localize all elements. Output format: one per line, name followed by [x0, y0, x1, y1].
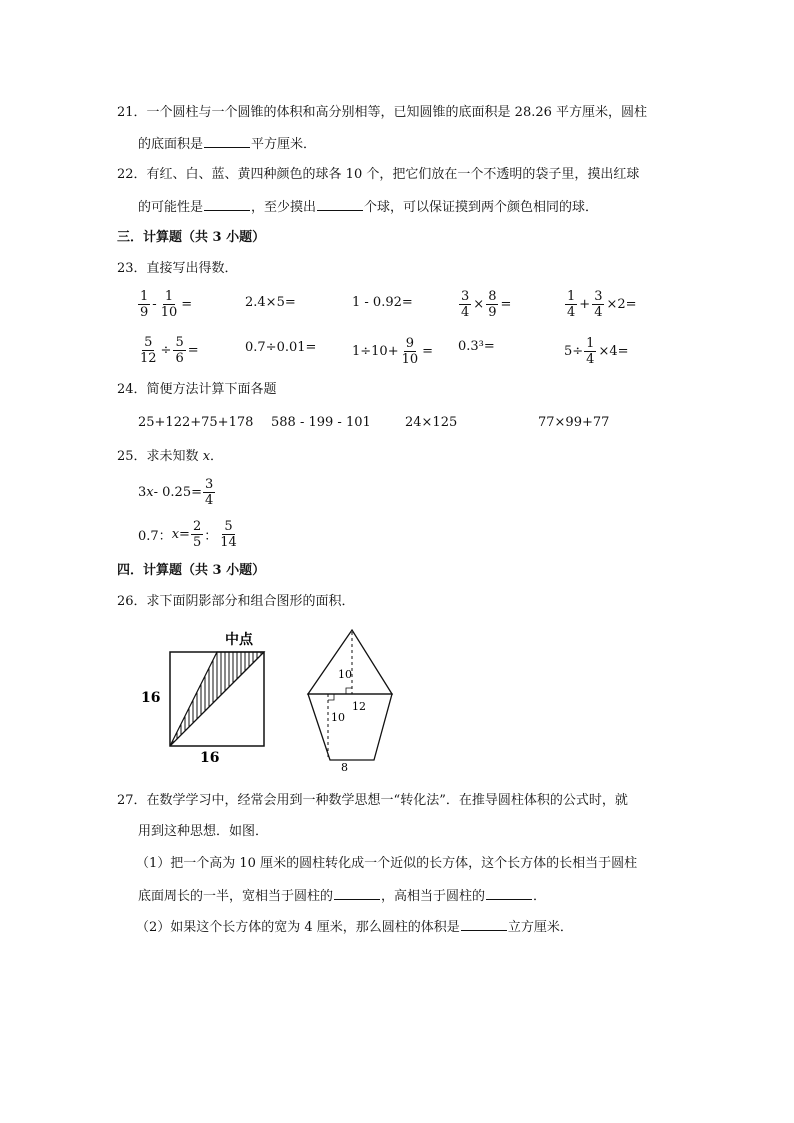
right-angle-mark [346, 688, 352, 694]
q25-title: 25．求未知数 x． [117, 449, 224, 464]
fraction: $\frac{8}{9}$ [488, 289, 497, 320]
q26-title: 26．求下面阴影部分和组合图形的面积． [117, 594, 355, 609]
q23-expr-5: $\frac{1}{4}$ + $\frac{3}{4}$ ×2= [567, 289, 637, 320]
bottom-base-label: 8 [341, 761, 348, 774]
q24-expr-4: 77×99+77 [538, 415, 610, 430]
q23-expr-2: 2.4×5= [245, 295, 296, 310]
fraction: $\frac{3}{4}$ [205, 477, 214, 508]
q21-line2 [138, 134, 316, 154]
fraction: $\frac{5}{14}$ [220, 519, 237, 550]
q26-figure-pentagon [300, 622, 400, 774]
fraction: $\frac{5}{12}$ [140, 335, 157, 366]
triangle-height-label: 10 [338, 668, 352, 681]
section-4-heading: 四．计算题（共 3 小题） [117, 563, 266, 578]
q27-answer-blank-1[interactable] [334, 886, 380, 900]
trapezoid-height-label: 10 [331, 711, 345, 724]
fraction: $\frac{5}{6}$ [175, 335, 184, 366]
section-3-heading: 三．计算题（共 3 小题） [117, 230, 266, 245]
q27-line1: 27．在数学学习中，经常会用到一种数学思想一“转化法”．在推导圆柱体积的公式时，就 [117, 793, 628, 808]
q23-expr-1: $\frac{1}{9}$ - $\frac{1}{10}$ = [140, 289, 193, 320]
q23-expr-7: 0.7÷0.01= [245, 340, 317, 355]
q21-text-b: 平方厘米． [251, 137, 317, 152]
q22-line1: 22．有红、白、蓝、黄四种颜色的球各 10 个，把它们放在一个不透明的袋子里，摸出红球 [117, 167, 640, 182]
q26-figure-square [132, 622, 277, 767]
q23-expr-3: 1 - 0.92= [352, 295, 413, 310]
fraction: $\frac{2}{5}$ [192, 519, 202, 550]
q27-line4: 底面周长的一半，宽相当于圆柱的 ，高相当于圆柱的 ． [138, 886, 546, 906]
q21-answer-blank[interactable] [204, 134, 250, 148]
left-side-label: 16 [141, 690, 161, 706]
q22-text-c: 个球，可以保证摸到两个颜色相同的球． [364, 200, 599, 215]
q22-text-a: 的可能性是 [138, 200, 204, 215]
fraction: $\frac{1}{10}$ [160, 289, 178, 320]
q27-line5: （2）如果这个长方体的宽为 4 厘米，那么圆柱的体积是 立方厘米． [136, 917, 573, 937]
fraction: $\frac{3}{4}$ [594, 289, 603, 320]
q23-expr-6: $\frac{5}{12}$ ÷ $\frac{5}{6}$ = [140, 335, 199, 366]
bottom-side-label: 16 [200, 750, 220, 766]
q27-line2: 用到这种思想．如图． [138, 824, 269, 839]
q23-expr-8: 1÷10+ $\frac{9}{10}$ = [352, 336, 434, 367]
q27-answer-blank-2[interactable] [486, 886, 532, 900]
top-base-label: 12 [352, 700, 366, 713]
q24-expr-3: 24×125 [405, 415, 458, 430]
q25-equation-1: 3 x - 0.25= $\frac{3}{4}$ [138, 477, 214, 508]
midpoint-label: 中点 [225, 632, 253, 648]
triangle-outline [308, 630, 392, 694]
trapezoid-outline [308, 694, 392, 760]
q21-text-a: 的底面积是 [138, 137, 204, 152]
q21-line1: 21．一个圆柱与一个圆锥的体积和高分别相等，已知圆锥的底面积是 28.26 平方厘米，圆柱 [117, 105, 648, 120]
q22-answer-blank-2[interactable] [317, 197, 363, 211]
q23-expr-4: $\frac{3}{4}$ × $\frac{8}{9}$ = [461, 289, 512, 320]
q23-expr-10: 5÷ $\frac{1}{4}$ ×4= [564, 336, 629, 367]
q27-answer-blank-3[interactable] [461, 917, 507, 931]
q22-text-b: ，至少摸出 [251, 200, 317, 215]
fraction: $\frac{1}{4}$ [586, 336, 595, 367]
fraction: $\frac{3}{4}$ [461, 289, 470, 320]
q22-answer-blank-1[interactable] [204, 197, 250, 211]
right-angle-mark [328, 694, 334, 700]
fraction: $\frac{9}{10}$ [401, 336, 419, 367]
fraction: $\frac{1}{4}$ [567, 289, 576, 320]
q22-line2 [138, 197, 598, 217]
q27-line3: （1）把一个高为 10 厘米的圆柱转化成一个近似的长方体，这个长方体的长相当于圆柱 [136, 856, 638, 871]
q24-title: 24．简便方法计算下面各题 [117, 382, 277, 397]
q24-expr-1: 25+122+75+178 [138, 415, 254, 430]
fraction: $\frac{1}{9}$ [140, 289, 149, 320]
q25-equation-2: 0.7： x = $\frac{2}{5}$ ： $\frac{5}{14}$ [138, 519, 237, 550]
q23-expr-9: 0.3³= [458, 339, 495, 354]
q24-expr-2: 588 - 199 - 101 [271, 415, 371, 430]
q23-title: 23．直接写出得数． [117, 261, 238, 276]
